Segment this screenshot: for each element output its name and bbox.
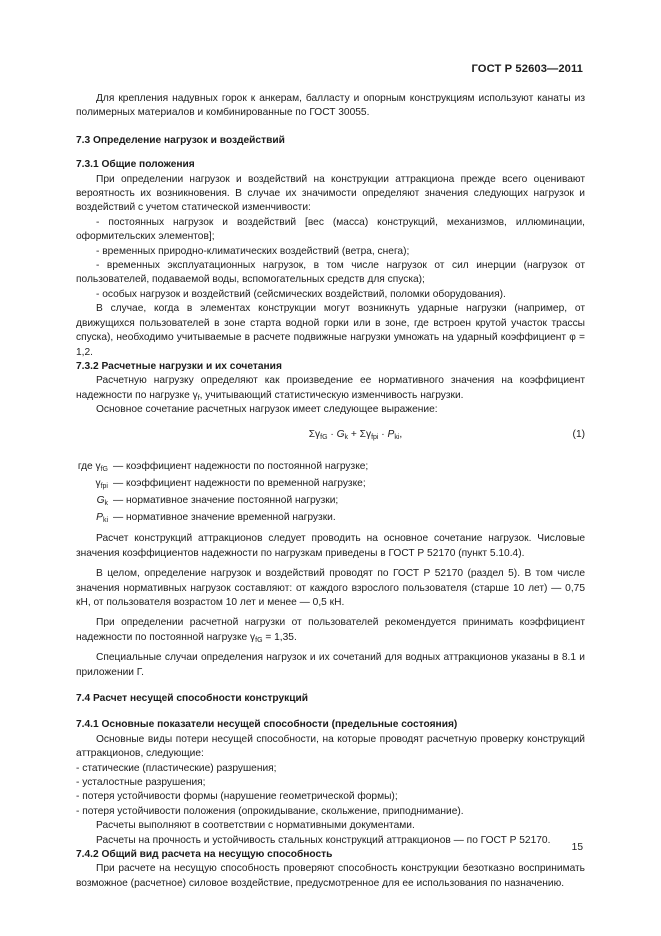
section-7-3-title: 7.3 Определение нагрузок и воздействий: [76, 134, 285, 146]
list-item: - временных эксплуатационных нагрузок, в том числе нагрузок от сил инерции (нагрузок от пользователей, подаваемой воды, вспомогательных средств для спуска);: [76, 260, 585, 286]
user-load-paragraph: При определении расчетной нагрузки от пользователей рекомендуется принимать коэффициент надежности по постоянной нагрузке $\gamma_{fG} = 1,35$.: [76, 617, 585, 644]
formula-expression: $\Sigma\gamma_{fG} \cdot G_k + \Sigma\gamma_{fpi} \cdot P_{ki}$,: [308, 428, 403, 441]
section-7-4-2-paragraph: При расчете на несущую способность проверяют способность конструкции безотказно воспринимать возможное (расчетное) силовое воздействие, предусмотренное для ее использования по назначению.: [76, 863, 585, 889]
list-item: - постоянных нагрузок и воздействий [вес (масса) конструкций, механизмов, иллюминации, оформительских элементов];: [76, 216, 585, 243]
legend-row: $G_k$ — нормативное значение постоянной нагрузки;: [96, 494, 339, 507]
legend-row: $\gamma_{fpi}$ — коэффициент надежности по временной нагрузке;: [95, 477, 366, 490]
list-item: - временных природно-климатических воздействий (ветра, снега);: [96, 245, 410, 257]
calculation-paragraph: Расчет конструкций аттракционов следует проводить на основное сочетание нагрузок. Числовые значения коэффициентов надежности по нагрузкам приведены в ГОСТ Р 52170 (пункт 5.10.4).: [76, 533, 585, 559]
section-7-3-2-title: 7.3.2 Расчетные нагрузки и их сочетания: [76, 360, 282, 372]
steel-structures-paragraph: Расчеты на прочность и устойчивость стальных конструкций аттракционов — по ГОСТ Р 52170.: [96, 834, 551, 846]
formula-number: (1): [572, 428, 585, 440]
impact-load-paragraph: В случае, когда в элементах конструкции могут возникнуть ударные нагрузки (например, от движущихся пользователей в зоне старта водной горки или в зоне, где встроен крутой участок трассы спуска), необходимо учитываемые в расчете подвижные нагрузки умножать на ударный коэффициент φ = 1,2.: [76, 303, 585, 358]
section-7-4-2-title: 7.4.2 Общий вид расчета на несущую способность: [76, 849, 333, 861]
document-code: ГОСТ Р 52603—2011: [471, 63, 583, 75]
normative-loads-paragraph: В целом, определение нагрузок и воздействий проводят по ГОСТ Р 52170 (раздел 5). В том числе значения нормативных нагрузок составляют: от каждого взрослого пользователя (старше 10 лет) — 0,75 кН, от пользователя возрастом 10 лет и менее — 0,5 кН.: [76, 568, 585, 608]
section-7-3-1-paragraph: При определении нагрузок и воздействий на конструкции аттракциона прежде всего оценивают вероятность их возникновения. В случае их значимости определяют значения следующих нагрузок и воздействий с учетом статической изменчивости:: [76, 173, 585, 214]
legend-row: где $\gamma_{fG}$ — коэффициент надежности по постоянной нагрузке;: [77, 460, 369, 473]
list-item: - усталостные разрушения;: [76, 777, 206, 789]
page-number: 15: [571, 842, 583, 853]
normative-docs-paragraph: Расчеты выполняют в соответствии с нормативными документами.: [96, 820, 415, 832]
section-7-3-1-title: 7.3.1 Общие положения: [76, 159, 195, 171]
section-7-4-title: 7.4 Расчет несущей способности конструкций: [76, 693, 309, 704]
design-load-paragraph: Расчетную нагрузку определяют как произведение ее нормативного значения на коэффициент надежности по нагрузке $\gamma_f$, учитывающий статистическую изменчивость нагрузки.: [76, 375, 585, 402]
section-7-4-1-paragraph: Основные виды потери несущей способности, на которые проводят расчетную проверку конструкций аттракционов, следующие:: [76, 733, 585, 760]
list-item: - особых нагрузок и воздействий (сейсмических воздействий, поломки оборудования).: [96, 288, 506, 300]
combination-paragraph: Основное сочетание расчетных нагрузок имеет следующее выражение:: [96, 404, 438, 416]
page-content: [76, 92, 585, 891]
formula-legend: [48, 458, 585, 527]
list-item: - потеря устойчивости формы (нарушение геометрической формы);: [76, 791, 398, 803]
list-item: - потеря устойчивости положения (опрокидывание, скольжение, приподнимание).: [76, 805, 464, 817]
section-7-4-1-title: 7.4.1 Основные показатели несущей способности (предельные состояния): [76, 719, 458, 731]
list-item: - статические (пластические) разрушения;: [76, 762, 277, 774]
intro-paragraph: Для крепления надувных горок к анкерам, балласту и опорным конструкциям используют канаты из полимерных материалов и комбинированные по ГОСТ 30055.: [76, 93, 585, 119]
legend-row: $P_{ki}$ — нормативное значение временной нагрузки.: [96, 512, 336, 525]
formula-1: [76, 428, 585, 444]
special-cases-paragraph: Специальные случаи определения нагрузок и их сочетаний для водных аттракционов указаны в 8.1 и приложении Г.: [76, 652, 585, 678]
